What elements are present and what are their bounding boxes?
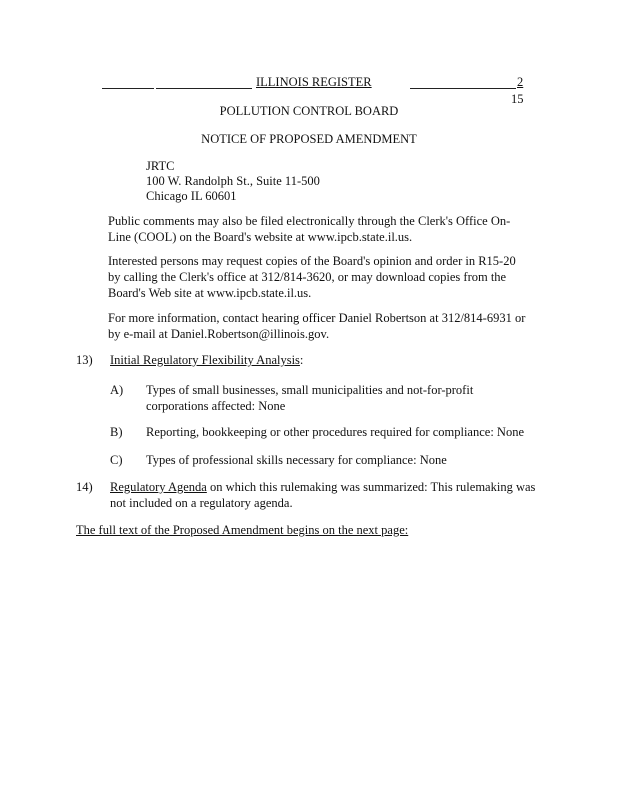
address-city: Chicago IL 60601 — [146, 189, 237, 203]
section-14-body — [110, 479, 542, 511]
section-13-number: 13) — [76, 353, 93, 367]
register-title: ILLINOIS REGISTER — [256, 75, 372, 89]
header-rule-right — [410, 88, 516, 89]
section-13-heading-suffix: : — [299, 353, 304, 367]
item-c-text: Types of professional skills necessary for compliance: None — [146, 453, 447, 467]
cool-paragraph: Public comments may also be filed electronically through the Clerk's Office On-Line (COOL) on the Board's website at www.ipcb.state.il.us. — [108, 214, 511, 244]
notice-title: NOTICE OF PROPOSED AMENDMENT — [201, 132, 417, 146]
section-14-number: 14) — [76, 480, 93, 494]
page-number: 2 — [517, 75, 524, 89]
item-b-text: Reporting, bookkeeping or other procedures required for compliance: None — [146, 425, 524, 439]
header-rule-left-mid — [156, 88, 252, 89]
copies-paragraph: Interested persons may request copies of the Board's opinion and order in R15-20 by calling the Clerk's office at 312/814-3620, or may download copies from the Board's Web site at www.ipcb.state.il.us. — [108, 254, 516, 300]
item-c-marker: C) — [110, 453, 123, 467]
closing-line: The full text of the Proposed Amendment begins on the next page: — [76, 523, 409, 537]
item-b-marker: B) — [110, 425, 123, 439]
section-14-heading: Regulatory Agenda — [110, 480, 207, 494]
address-name: JRTC — [146, 159, 175, 173]
sub-page-number: 15 — [511, 92, 524, 106]
agency-title: POLLUTION CONTROL BOARD — [219, 104, 399, 118]
item-a-marker: A) — [110, 383, 124, 397]
header-rule-left — [102, 88, 154, 89]
address-street: 100 W. Randolph St., Suite 11-500 — [146, 174, 320, 188]
section-13-heading — [110, 352, 303, 368]
section-14-text: on which this rulemaking was summarized: This rulemaking was not included on a regulatory agenda. — [110, 480, 536, 510]
contact-paragraph: For more information, contact hearing officer Daniel Robertson at 312/814-6931 or by e-mail at Daniel.Robertson@illinois.gov. — [108, 311, 526, 341]
section-13-heading-text: Initial Regulatory Flexibility Analysis — [110, 353, 300, 367]
item-a-text: Types of small businesses, small municipalities and not-for-profit corporations affected: None — [146, 383, 474, 413]
